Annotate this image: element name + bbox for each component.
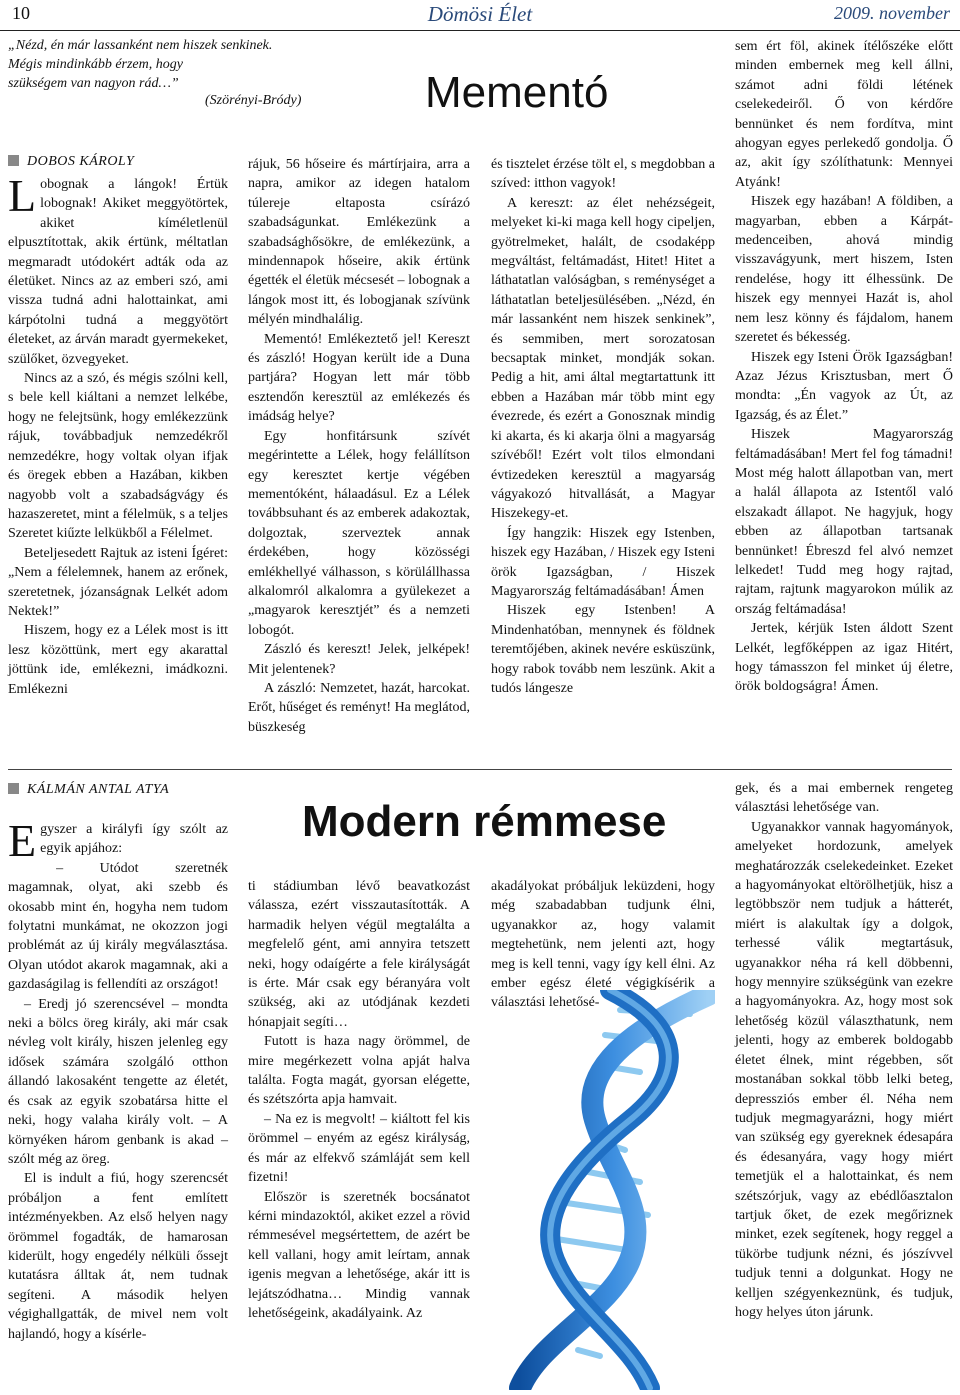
page-number: 10 [12,3,30,23]
paragraph: – Eredj jó szerencsével – mondta neki a bölcs öreg király, aki már csak névleg volt király, hiszen jelenleg egy idősek számára szolgáló otthon állandó lakosaként tengette az életét, és csak az egyik szobatársa hitte el neki, hogy valaha király volt. – A környéken három genbank is akad – szólt még az öreg. [8,996,228,1167]
paragraph: – Utódot szeretnék magamnak, olyat, aki szebb és okosabb mint én, hogyha nem tudom folytatni munkámat, ne okozzon jogi problémát az új király megválasztása. Olyan utódot akarok magamnak, aki a gazdaságilag is fellendíti az országot! [8,860,228,993]
dna-double-helix-icon [480,990,715,1390]
paragraph: Hiszek egy Istenben! A Mindenhatóban, mennynek és földnek teremtőjében, akinek nevére esküszünk, hogy rabok tovább nem leszünk. Akit a tudós lángesze [491,603,715,696]
paragraph: Egy honfitársunk szívét megérintette a Lélek, hogy felállítson egy keresztet kertje végében mementóként, hálaadásul. Ez a Lélek továbbsuhant és az emberek adakoztak, dolgoztak, szerveztek annak érdekében, hogy közösségi emlékhellyé válhasson, s körülállhassa alkalomról alkalomra a gyülekezet a „magyarok keresztjét” és a nemzeti lobogót. [248,428,470,638]
article-author [8,154,134,170]
paragraph: Hiszek egy Isteni Örök Igazságban! Azaz Jézus Krisztusban, mert Ő mondta: „Én vagyok az Út, az Igazság, és az Élet.” [735,349,953,423]
paragraph: El is indult a fiú, hogy szerencsét próbáljon a fent említett intézményekben. Az első helyen nagy örömmel fogadták, de hamarosan kiderült, hogy engedély nélküli őssejt kutatásra álltak át, nem tudnak segíteni. A második helyen végighallgatták, de mivel nem volt hajlandó, hogy a kísérle- [8,1171,228,1342]
paragraph: gek, és a mai embernek rengeteg választási lehetősége van. [735,781,953,816]
paragraph: Futott is haza nagy örömmel, de mire megérkezett volna apját halva találta. Fogta magát, gyorsan elégette, és szétszórta apja hamvait. [248,1034,470,1108]
paragraph: A zászló: Nemzetet, hazát, harcokat. Erőt, hűséget és reményt! Ha meglátod, büszkeség [248,680,470,735]
author-name: KÁLMÁN ANTAL ATYA [27,782,170,797]
section-divider [8,769,952,770]
paragraph: Ugyanakkor vannak hagyományok, amelyeket hordozunk, amelyek meghatározzák cselekedeinket. Ezeket a hagyományokat eltörölhetjük, hisz a legtöbbször nem tudjuk a hátterét, miért is alakultak így a dolgok, terhessé válik megtartásuk, ugyanakkor néha rá kell döbbenni, hogy mennyire szükségünk van ezekre a hagyományokra. Az, hogy most sok lehetőség közül választhatunk, nem jelenti, hogy az emberek boldogabb életet élnek, mint régebben, sőt mostanában sokkal több lelki beteg, depressziós ember él. Néha nem tudjuk megmagyarázni, hogy miért van szükség egy gyereknek édesapára és édesanyára, vagy hogy miért temetjük el a halottainkat, és nem szétszórjuk, vagy az ebédlőasztalon tartjuk őket, de ezek megőriznek minket, ezek segítenek, hogy reggel a tükörbe tudjunk nézni, és jószívvel tudjuk tenni a dolgunkat. Hogy ne kelljen szégyenkeznünk, és tudjuk, hogy helyes úton járunk. [735,819,953,1320]
article-column [8,170,228,699]
paragraph [8,815,228,866]
epigraph [8,36,328,93]
epigraph-line: „Nézd, én már lassanként nem hiszek senkinek. [8,38,273,53]
epigraph-line: Mégis mindinkább érzem, hogy [8,57,183,72]
drop-cap: E [8,815,37,866]
article-column [735,779,953,1322]
article-column [248,155,470,737]
paragraph: Hiszek egy hazában! A földiben, a magyarban, ebben a Kárpát-medenceiben, ahová mindig visszavágyunk, mert hiszem, Isten rendelése, hogy itt élhessünk. De hiszek egy mennyei Hazát is, ahol nem lesz könny és fájdalom, hanem szeretet és békesség. [735,194,953,346]
paragraph: rájuk, 56 hőseire és mártírjaira, arra a napra, amikor az idegen hatalom túlereje eltaposta csírázó szabadságunkat. Emlékezünk a szabadsághősökre, de emlékezünk, a mindennapok hőseire, akik értünk égették el életük mécsesét – lobognak a lángok most itt, és lobogjanak szívünk mélyén mindhalálig. [248,157,470,328]
paragraph: Jertek, kérjük Isten áldott Szent Lelkét, legfőképpen az igaz Hitért, hogy támasszon fel minket új életre, örök boldogságra! Ámen. [735,621,953,695]
paragraph: Először is szeretnék bocsánatot kérni mindazoktól, akiket ezzel a rövid rémmesével megsértettem, de azért be kell vallani, hogy amit leírtam, annak igenis megvan a lehetősége, akár itt is lejátszódhatna… Mindig vannak lehetőségeink, akadályaink. Az [248,1189,470,1321]
paragraph: ti stádiumban lévő beavatkozást válassza, ezért visszautasították. A harmadik helyen végül megtalálta a megfelelő gént, ami annyira tetszett neki, hogy odaígérte a fele királyságát is érte. Már csak egy béranyára volt szükség, aki az utódjának kezdeti hónapjait segíti… [248,879,470,1030]
paragraph: Hiszem, hogy ez a Lélek most is itt lesz közöttünk, mert egy akarattal jöttünk ide, emlékezni, imádkozni. Emlékezni [8,623,228,697]
issue-date: 2009. november [834,3,950,23]
paragraph-text: obognak a lángok! Értük lobognak! Akiket meggyötörtek, akiket kíméletlenül elpusztítottak, akik értünk, méltatlan megmaradt utódokért adták oda az életüket. Nincs az az emberi szó, ami vissza tudná adni halottainkat, ami kárpótolni tudná a meggyötört életeket, az árván maradt gyermekeket, szülőket, özvegyeket. [8,177,228,367]
paragraph: Így hangzik: Hiszek egy Istenben, hiszek egy Hazában, / Hiszek egy Isteni örök Igazságban, / Hiszek Magyarország feltámadásában! Ámen [491,525,715,599]
article-column [735,37,953,697]
paragraph: A kereszt: az élet nehézségeit, melyeket ki-ki maga kell hogy cipeljen, gyötrelmeket, halált, de csodaképp megváltást, feltámadást, Hitet! Hitet a láthatatlan valóságban, s reménységet a láthatatlan beteljesülésében. „Nézd, én már lassanként nem hiszek senkinek”, és semmiben, mert sorozatosan becsaptak minket, mondják sokan. Pedig a hit, ami által megtartattunk itt ebben a Hazában már több mint egy évezrede, és ezért a Gonosznak mindig ki akarta, és ki akarja ölni a magyarság szívéből! Ezért volt tilos elmondani évtizedeken keresztül a magyarság vágyakozó hitvallását, a Magyar Hiszekegy-et. [491,195,715,522]
paragraph: Beteljesedett Rajtuk az isteni Ígéret: „Nem a félelemnek, hanem az erőnek, szeretetnek, józanságnak Lelkét adom Nektek!” [8,545,228,619]
paragraph: – Na ez is megvolt! – kiáltott fel kis örömmel – enyém az egész királyság, és már az elfekvő számláját sem kell fizetni! [248,1111,470,1186]
paragraph-text: gyszer a királyfi így szólt az egyik apjához: [40,822,228,857]
paragraph [8,170,228,369]
article-title: Modern rémmese [302,797,667,846]
epigraph-attribution: (Szörényi-Bródy) [205,93,302,108]
publication-title: Dömösi Élet [427,2,533,26]
paragraph: sem ért föl, akinek ítélőszéke előtt minden embernek meg kell állni, számot adni földi létének cselekedeiről. Ő von kérdőre bennünket és nem fordítva, mint ahogyan egyes perlekedő gondolja. Ő az, akit így szólíthatunk: Mennyei Atyánk! [735,39,953,190]
paragraph: Zászló és kereszt! Jelek, jelképek! Mit jelentenek? [248,642,470,677]
paragraph: Hiszek Magyarország feltámadásában! Mert fel fog támadni! Most még halott állapotban van, mert a halál állapota az Istentől való elszakadt állapot. Ne hagyjuk, hogy ebben az állapotban tartsanak bennünket! Ébreszd fel alvó nemzet lelkedet! Tudd meg hogy rajtad, rajtam, rajtunk magyarokon múlik az ország feltámadása! [735,427,953,617]
article-title: Mementó [425,68,609,117]
paragraph: Mementó! Emlékeztető jel! Kereszt és zászló! Hogyan került ide a Duna partjára? Hogyan lett már több esztendőn keresztül az emlékezés és imádság helye? [248,331,470,425]
paragraph: Nincs az a szó, és mégis szólni kell, s bele kell kiáltani a nemzet lelkébe, hogy ne felejtsünk, hogy emlékezzünk rájuk, továbbadjuk nemzedékről nemzedékre, hogy voltak olyan ifjak és öregek ebben a Hazában, kikben nagyobb volt a szabadságvágy és hazaszeretet, mint a félelmük, s a teljes Szeretet kiűzte lelkükből a Félelmet. [8,371,228,542]
square-bullet-icon [8,783,19,794]
article-author [8,782,169,798]
square-bullet-icon [8,155,19,166]
paragraph: akadályokat próbáljuk leküzdeni, hogy még szabadabban tudjunk élni, ugyanakkor az, hogy valamit megtehetünk, nem jelenti azt, hogy meg is kell tenni, vagy így kell élni. Az ember egész életé végigkísérik a választási lehetősé- [491,879,715,1011]
drop-cap: L [8,170,37,221]
epigraph-line: szükségem van nagyon rád…” [8,76,179,91]
author-name: DOBOS KÁROLY [27,154,135,169]
article-column [491,155,715,698]
article-column [248,877,470,1323]
paragraph: és tisztelet érzése tölt el, s megdobban a szíved: itthon vagyok! [491,157,715,192]
article-column [8,815,228,1344]
